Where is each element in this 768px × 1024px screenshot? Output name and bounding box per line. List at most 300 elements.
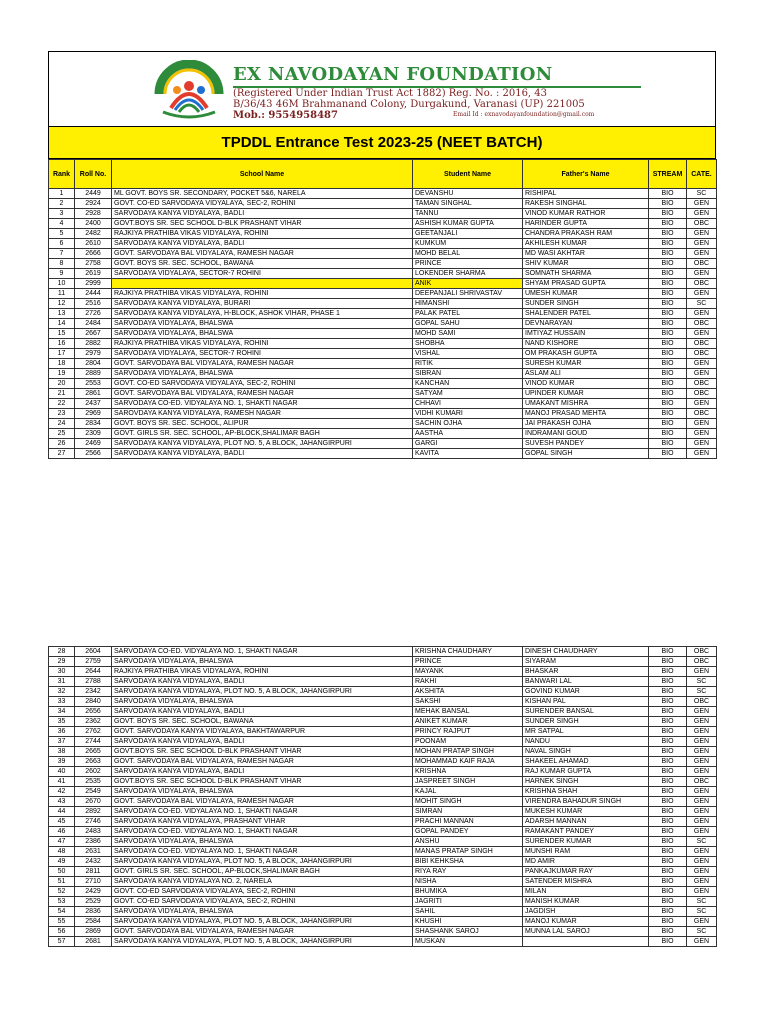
rank-cell: 39 (49, 757, 75, 767)
category-cell: GEN (687, 269, 717, 279)
student-name-cell: MOHAN PRATAP SINGH (413, 747, 523, 757)
fathers-name-cell: SUNDER SINGH (523, 299, 649, 309)
roll-no-cell: 2836 (75, 907, 112, 917)
student-name-cell: SIBRAN (413, 369, 523, 379)
roll-no-cell: 2869 (75, 927, 112, 937)
result-sheet-page-2 (48, 646, 716, 947)
category-cell: OBC (687, 349, 717, 359)
school-name-cell: SARVODAYA CO-ED. VIDYALAYA NO. 1, SHAKTI NAGAR (112, 807, 413, 817)
school-name-cell: SARVODAYA VIDYALAYA, SECTOR-7 ROHINI (112, 349, 413, 359)
mobile-number: Mob.: 9554958487 (233, 110, 338, 121)
fathers-name-cell: KRISHNA SHAH (523, 787, 649, 797)
fathers-name-cell: MD AMIR (523, 857, 649, 867)
student-name-cell: SHOBHA (413, 339, 523, 349)
roll-no-cell: 2744 (75, 737, 112, 747)
student-name-cell: BIBI KEHKSHA (413, 857, 523, 867)
category-cell: OBC (687, 379, 717, 389)
foundation-logo (151, 60, 227, 122)
student-name-cell: GARGI (413, 439, 523, 449)
student-name-cell: ANSHU (413, 837, 523, 847)
rank-cell: 31 (49, 677, 75, 687)
rank-cell: 42 (49, 787, 75, 797)
student-name-cell: DEEPANJALI SHRIVASTAV (413, 289, 523, 299)
school-name-cell: SARVODAYA VIDYALAYA, SECTOR-7 ROHINI (112, 269, 413, 279)
category-cell: GEN (687, 867, 717, 877)
rank-cell: 11 (49, 289, 75, 299)
rank-cell: 26 (49, 439, 75, 449)
fathers-name-cell: RAKESH SINGHAL (523, 199, 649, 209)
stream-cell: BIO (649, 777, 687, 787)
rank-cell: 21 (49, 389, 75, 399)
student-name-cell: AKSHITA (413, 687, 523, 697)
school-name-cell: RAJKIYA PRATHIBA VIKAS VIDYALAYA, ROHINI (112, 339, 413, 349)
rank-cell: 32 (49, 687, 75, 697)
student-name-cell: AASTHA (413, 429, 523, 439)
table-row (49, 937, 717, 947)
category-cell: SC (687, 897, 717, 907)
rank-cell: 57 (49, 937, 75, 947)
stream-cell: BIO (649, 917, 687, 927)
table-row (49, 319, 717, 329)
category-cell: GEN (687, 827, 717, 837)
table-row (49, 199, 717, 209)
stream-cell: BIO (649, 359, 687, 369)
table-row (49, 677, 717, 687)
table-row (49, 359, 717, 369)
fathers-name-cell: BANWARI LAL (523, 677, 649, 687)
rank-cell: 50 (49, 867, 75, 877)
rank-cell: 8 (49, 259, 75, 269)
fathers-name-cell: NAND KISHORE (523, 339, 649, 349)
stream-cell: BIO (649, 897, 687, 907)
category-cell: GEN (687, 917, 717, 927)
stream-cell: BIO (649, 907, 687, 917)
school-name-cell: SARVODAYA KANYA VIDYALAYA, BADLI (112, 707, 413, 717)
student-name-cell: SIMRAN (413, 807, 523, 817)
school-name-cell: GOVT. SARVODAYA BAL VIDYALAYA, RAMESH NAGAR (112, 249, 413, 259)
roll-no-cell: 2804 (75, 359, 112, 369)
table-row (49, 259, 717, 269)
roll-no-cell: 2969 (75, 409, 112, 419)
rank-cell: 15 (49, 329, 75, 339)
fathers-name-cell: ASLAM ALI (523, 369, 649, 379)
student-name-cell: JAGRITI (413, 897, 523, 907)
fathers-name-cell: RAMAKANT PANDEY (523, 827, 649, 837)
roll-no-cell: 2759 (75, 657, 112, 667)
category-cell: GEN (687, 887, 717, 897)
roll-no-cell: 2811 (75, 867, 112, 877)
table-row (49, 449, 717, 459)
stream-cell: BIO (649, 229, 687, 239)
results-table-continued (48, 646, 717, 947)
student-name-cell: ANIKET KUMAR (413, 717, 523, 727)
rank-cell: 10 (49, 279, 75, 289)
roll-no-cell: 2882 (75, 339, 112, 349)
table-row (49, 687, 717, 697)
fathers-name-cell: BHASKAR (523, 667, 649, 677)
fathers-name-cell: UPINDER KUMAR (523, 389, 649, 399)
student-name-cell: SAKSHI (413, 697, 523, 707)
student-name-cell: VISHAL (413, 349, 523, 359)
roll-no-cell: 2762 (75, 727, 112, 737)
stream-cell: BIO (649, 239, 687, 249)
table-row (49, 777, 717, 787)
fathers-name-cell: VIRENDRA BAHADUR SINGH (523, 797, 649, 807)
fathers-name-cell: RAJ KUMAR GUPTA (523, 767, 649, 777)
fathers-name-cell: SHALENDER PATEL (523, 309, 649, 319)
rank-cell: 18 (49, 359, 75, 369)
stream-cell: BIO (649, 289, 687, 299)
school-name-cell: GOVT. SARVODAYA KANYA VIDYALAYA, BAKHTAWARPUR (112, 727, 413, 737)
stream-cell: BIO (649, 309, 687, 319)
school-name-cell: SARVODAYA CO-ED. VIDYALAYA NO. 1, SHAKTI NAGAR (112, 399, 413, 409)
stream-cell: BIO (649, 807, 687, 817)
category-cell: GEN (687, 797, 717, 807)
category-cell: GEN (687, 439, 717, 449)
school-name-cell: SARVODAYA KANYA VIDYALAYA, PLOT NO. 5, A BLOCK, JAHANGIRPURI (112, 937, 413, 947)
student-name-cell: GOPAL PANDEY (413, 827, 523, 837)
rank-cell: 2 (49, 199, 75, 209)
address-line: B/36/43 46M Brahmanand Colony, Durgakund, Varanasi (UP) 221005 (233, 99, 585, 110)
rank-cell: 38 (49, 747, 75, 757)
roll-no-cell: 2663 (75, 757, 112, 767)
school-name-cell: SARVODAYA KANYA VIDYALAYA, BADLI (112, 737, 413, 747)
roll-no-cell: 2529 (75, 897, 112, 907)
stream-cell: BIO (649, 299, 687, 309)
rank-cell: 7 (49, 249, 75, 259)
stream-cell: BIO (649, 399, 687, 409)
school-name-cell: GOVT. CO-ED SARVODAYA VIDYALAYA, SEC-2, ROHINI (112, 887, 413, 897)
email-address: Email Id : exnavodayanfoundation@gmail.com (453, 111, 595, 118)
table-row (49, 707, 717, 717)
rank-cell: 1 (49, 189, 75, 199)
results-table (48, 159, 717, 459)
table-row (49, 399, 717, 409)
category-cell: GEN (687, 807, 717, 817)
rank-cell: 49 (49, 857, 75, 867)
roll-no-cell: 2928 (75, 209, 112, 219)
student-name-cell: GEETANJALI (413, 229, 523, 239)
fathers-name-cell: SURESH KUMAR (523, 359, 649, 369)
student-name-cell: CHHAVI (413, 399, 523, 409)
fathers-name-cell (523, 937, 649, 947)
rank-cell: 20 (49, 379, 75, 389)
student-name-cell: JASPREET SINGH (413, 777, 523, 787)
roll-no-cell: 2665 (75, 747, 112, 757)
stream-cell: BIO (649, 189, 687, 199)
fathers-name-cell: SOMNATH SHARMA (523, 269, 649, 279)
school-name-cell: SARVODAYA CO-ED. VIDYALAYA NO. 1, SHAKTI NAGAR (112, 647, 413, 657)
header-rank: Rank (49, 160, 75, 189)
school-name-cell: SARVODAYA VIDYALAYA, BHALSWA (112, 329, 413, 339)
roll-no-cell: 2342 (75, 687, 112, 697)
roll-no-cell: 2681 (75, 937, 112, 947)
table-row (49, 857, 717, 867)
table-header-row (49, 160, 717, 189)
rank-cell: 5 (49, 229, 75, 239)
table-row (49, 887, 717, 897)
stream-cell: BIO (649, 279, 687, 289)
student-name-cell: DEVANSHU (413, 189, 523, 199)
fathers-name-cell: KISHAN PAL (523, 697, 649, 707)
stream-cell: BIO (649, 887, 687, 897)
header-roll-no: Roll No. (75, 160, 112, 189)
roll-no-cell: 2861 (75, 389, 112, 399)
fathers-name-cell: PANKAJKUMAR RAY (523, 867, 649, 877)
category-cell: OBC (687, 647, 717, 657)
category-cell: GEN (687, 937, 717, 947)
rank-cell: 53 (49, 897, 75, 907)
rank-cell: 37 (49, 737, 75, 747)
stream-cell: BIO (649, 259, 687, 269)
roll-no-cell: 2788 (75, 677, 112, 687)
fathers-name-cell: ADARSH MANNAN (523, 817, 649, 827)
table-row (49, 897, 717, 907)
stream-cell: BIO (649, 687, 687, 697)
stream-cell: BIO (649, 857, 687, 867)
roll-no-cell: 2469 (75, 439, 112, 449)
table-row (49, 847, 717, 857)
rank-cell: 43 (49, 797, 75, 807)
category-cell: GEN (687, 707, 717, 717)
school-name-cell: SARVODAYA KANYA VIDYALAYA, PLOT NO. 5, A BLOCK, JAHANGIRPURI (112, 857, 413, 867)
fathers-name-cell: NAVAL SINGH (523, 747, 649, 757)
student-name-cell: TANNU (413, 209, 523, 219)
roll-no-cell: 2726 (75, 309, 112, 319)
student-name-cell: SACHIN OJHA (413, 419, 523, 429)
roll-no-cell: 2666 (75, 249, 112, 259)
table-row (49, 667, 717, 677)
category-cell: GEN (687, 667, 717, 677)
fathers-name-cell: VINOD KUMAR (523, 379, 649, 389)
fathers-name-cell: GOVIND KUMAR (523, 687, 649, 697)
fathers-name-cell: SHIV KUMAR (523, 259, 649, 269)
category-cell: GEN (687, 449, 717, 459)
rank-cell: 6 (49, 239, 75, 249)
school-name-cell: SARVODAYA KANYA VIDYALAYA NO. 2, NARELA (112, 877, 413, 887)
rank-cell: 48 (49, 847, 75, 857)
stream-cell: BIO (649, 429, 687, 439)
category-cell: OBC (687, 279, 717, 289)
table-row (49, 797, 717, 807)
table-row (49, 329, 717, 339)
results-body-page-1 (49, 189, 717, 459)
student-name-cell: MOHAMMAD KAIF RAJA (413, 757, 523, 767)
school-name-cell: SARVODAYA VIDYALAYA, BHALSWA (112, 657, 413, 667)
student-name-cell: NISHA (413, 877, 523, 887)
student-name-cell: MOHIT SINGH (413, 797, 523, 807)
fathers-name-cell: MD WASI AKHTAR (523, 249, 649, 259)
table-row (49, 657, 717, 667)
category-cell: OBC (687, 389, 717, 399)
category-cell: GEN (687, 429, 717, 439)
roll-no-cell: 2386 (75, 837, 112, 847)
roll-no-cell: 2746 (75, 817, 112, 827)
table-row (49, 349, 717, 359)
roll-no-cell: 2449 (75, 189, 112, 199)
table-row (49, 737, 717, 747)
fathers-name-cell: SURENDER KUMAR (523, 837, 649, 847)
table-row (49, 379, 717, 389)
student-name-cell: RAKHI (413, 677, 523, 687)
rank-cell: 29 (49, 657, 75, 667)
category-cell: OBC (687, 259, 717, 269)
table-row (49, 289, 717, 299)
table-row (49, 209, 717, 219)
roll-no-cell: 2892 (75, 807, 112, 817)
rank-cell: 3 (49, 209, 75, 219)
table-row (49, 229, 717, 239)
rank-cell: 44 (49, 807, 75, 817)
table-row (49, 339, 717, 349)
roll-no-cell: 2483 (75, 827, 112, 837)
roll-no-cell: 2631 (75, 847, 112, 857)
table-row (49, 269, 717, 279)
fathers-name-cell: IMTIYAZ HUSSAIN (523, 329, 649, 339)
roll-no-cell: 2979 (75, 349, 112, 359)
school-name-cell: GOVT.BOYS SR. SEC SCHOOL D-BLK PRASHANT VIHAR (112, 777, 413, 787)
category-cell: SC (687, 687, 717, 697)
fathers-name-cell: UMESH KUMAR (523, 289, 649, 299)
roll-no-cell: 2840 (75, 697, 112, 707)
school-name-cell: GOVT. SARVODAYA BAL VIDYALAYA, RAMESH NAGAR (112, 797, 413, 807)
stream-cell: BIO (649, 369, 687, 379)
stream-cell: BIO (649, 319, 687, 329)
school-name-cell: SARVODAYA VIDYALAYA, BHALSWA (112, 907, 413, 917)
roll-no-cell: 2444 (75, 289, 112, 299)
stream-cell: BIO (649, 389, 687, 399)
category-cell: GEN (687, 239, 717, 249)
stream-cell: BIO (649, 409, 687, 419)
rank-cell: 28 (49, 647, 75, 657)
roll-no-cell: 2667 (75, 329, 112, 339)
stream-cell: BIO (649, 787, 687, 797)
category-cell: GEN (687, 249, 717, 259)
rank-cell: 33 (49, 697, 75, 707)
category-cell: GEN (687, 419, 717, 429)
table-row (49, 917, 717, 927)
roll-no-cell: 2758 (75, 259, 112, 269)
table-row (49, 747, 717, 757)
roll-no-cell: 2710 (75, 877, 112, 887)
school-name-cell: GOVT.BOYS SR. SEC SCHOOL D-BLK PRASHANT VIHAR (112, 747, 413, 757)
roll-no-cell: 2610 (75, 239, 112, 249)
category-cell: SC (687, 299, 717, 309)
roll-no-cell: 2924 (75, 199, 112, 209)
student-name-cell: KRISHNA (413, 767, 523, 777)
category-cell: GEN (687, 309, 717, 319)
school-name-cell: SARVODAYA KANYA VIDYALAYA, BADLI (112, 209, 413, 219)
stream-cell: BIO (649, 767, 687, 777)
fathers-name-cell: HARINDER GUPTA (523, 219, 649, 229)
student-name-cell: VIDHI KUMARI (413, 409, 523, 419)
category-cell: GEN (687, 199, 717, 209)
stream-cell: BIO (649, 927, 687, 937)
roll-no-cell: 2889 (75, 369, 112, 379)
table-row (49, 429, 717, 439)
stream-cell: BIO (649, 657, 687, 667)
category-cell: SC (687, 907, 717, 917)
school-name-cell: GOVT. BOYS SR. SEC. SCHOOL, BAWANA (112, 259, 413, 269)
category-cell: GEN (687, 847, 717, 857)
school-name-cell: RAJKIYA PRATHIBA VIKAS VIDYALAYA, ROHINI (112, 289, 413, 299)
school-name-cell: SARVODAYA VIDYALAYA, BHALSWA (112, 319, 413, 329)
roll-no-cell: 2362 (75, 717, 112, 727)
student-name-cell: SATYAM (413, 389, 523, 399)
fathers-name-cell: MANOJ PRASAD MEHTA (523, 409, 649, 419)
stream-cell: BIO (649, 199, 687, 209)
fathers-name-cell: GOPAL SINGH (523, 449, 649, 459)
roll-no-cell: 2549 (75, 787, 112, 797)
rank-cell: 54 (49, 907, 75, 917)
fathers-name-cell: MUNNA LAL SAROJ (523, 927, 649, 937)
roll-no-cell: 2670 (75, 797, 112, 807)
student-name-cell: PRACHI MANNAN (413, 817, 523, 827)
student-name-cell: KAJAL (413, 787, 523, 797)
rank-cell: 41 (49, 777, 75, 787)
student-name-cell: MOHD SAMI (413, 329, 523, 339)
table-row (49, 279, 717, 289)
rank-cell: 13 (49, 309, 75, 319)
stream-cell: BIO (649, 269, 687, 279)
school-name-cell: GOVT. SARVODAYA BAL VIDYALAYA, RAMESH NAGAR (112, 389, 413, 399)
table-row (49, 717, 717, 727)
fathers-name-cell: MUKESH KUMAR (523, 807, 649, 817)
stream-cell: BIO (649, 379, 687, 389)
school-name-cell: RAJKIYA PRATHIBA VIKAS VIDYALAYA, ROHINI (112, 229, 413, 239)
roll-no-cell: 2604 (75, 647, 112, 657)
school-name-cell: GOVT. CO-ED SARVODAYA VIDYALAYA, SEC-2, ROHINI (112, 897, 413, 907)
rank-cell: 27 (49, 449, 75, 459)
category-cell: GEN (687, 767, 717, 777)
school-name-cell: GOVT. CO-ED SARVODAYA VIDYALAYA, SEC-2, ROHINI (112, 379, 413, 389)
category-cell: GEN (687, 857, 717, 867)
student-name-cell: RIYA RAY (413, 867, 523, 877)
header-fathers-name: Father's Name (523, 160, 649, 189)
rank-cell: 25 (49, 429, 75, 439)
stream-cell: BIO (649, 757, 687, 767)
roll-no-cell: 2644 (75, 667, 112, 677)
header-student-name: Student Name (413, 160, 523, 189)
school-name-cell: ML GOVT. BOYS SR. SECONDARY, POCKET 5&6, NARELA (112, 189, 413, 199)
student-name-cell: KHUSHI (413, 917, 523, 927)
rank-cell: 52 (49, 887, 75, 897)
rank-cell: 35 (49, 717, 75, 727)
student-name-cell: MOHD BELAL (413, 249, 523, 259)
school-name-cell: SAROVDAYA KANYA VIDYALAYA, RAMESH NAGAR (112, 409, 413, 419)
rank-cell: 55 (49, 917, 75, 927)
stream-cell: BIO (649, 877, 687, 887)
rank-cell: 16 (49, 339, 75, 349)
category-cell: GEN (687, 727, 717, 737)
stream-cell: BIO (649, 797, 687, 807)
fathers-name-cell: MANOJ KUMAR (523, 917, 649, 927)
stream-cell: BIO (649, 837, 687, 847)
roll-no-cell: 2834 (75, 419, 112, 429)
fathers-name-cell: MUNSHI RAM (523, 847, 649, 857)
stream-cell: BIO (649, 737, 687, 747)
stream-cell: BIO (649, 817, 687, 827)
rank-cell: 40 (49, 767, 75, 777)
roll-no-cell: 2535 (75, 777, 112, 787)
category-cell: GEN (687, 877, 717, 887)
category-cell: GEN (687, 737, 717, 747)
student-name-cell: SHASHANK SAROJ (413, 927, 523, 937)
category-cell: SC (687, 927, 717, 937)
school-name-cell: SARVODAYA VIDYALAYA, BHALSWA (112, 697, 413, 707)
school-name-cell: GOVT. BOYS SR. SEC. SCHOOL, ALIPUR (112, 419, 413, 429)
student-name-cell: POONAM (413, 737, 523, 747)
